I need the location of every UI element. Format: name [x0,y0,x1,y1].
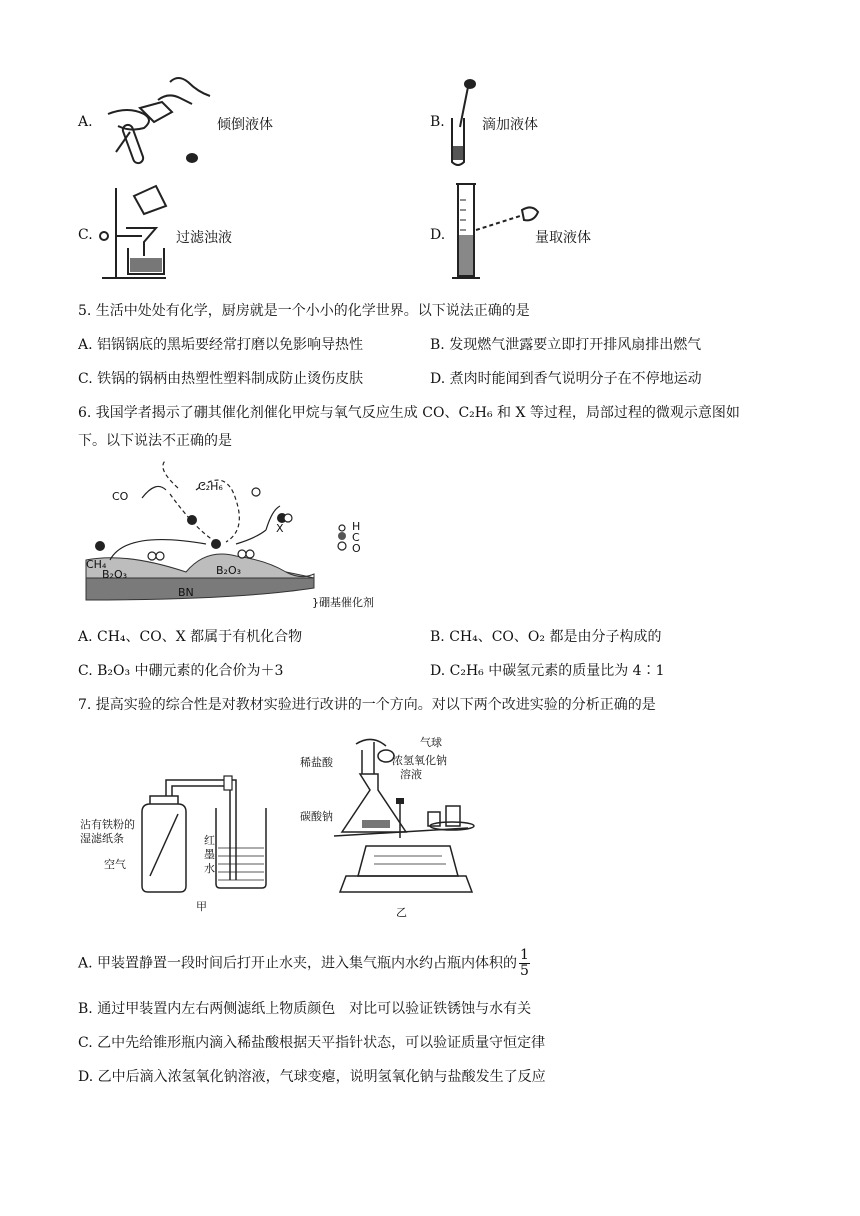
apparatus-jia [80,764,280,912]
diagram-label-c2h6: C₂H₆ [198,480,223,493]
diagram-label-co: CO [112,490,129,503]
q5-option-b: B. 发现燃气泄露要立即打开排风扇排出燃气 [430,337,702,353]
label-iron-paper-line2: 湿滤纸条 [80,832,124,845]
legend-h: H [352,520,361,533]
diagram-label-bn: BN [178,586,194,599]
catalysis-diagram [86,460,386,612]
label-red-ink: 红墨水 [204,834,215,875]
q4-option-b-text: 滴加液体 [482,117,538,133]
label-air: 空气 [104,858,126,871]
legend-c: C [352,531,360,544]
label-na2co3: 碳酸钠 [300,810,333,823]
q4-option-a-letter: A. [78,114,93,130]
q6-option-b: B. CH₄、CO、O₂ 都是由分子构成的 [430,629,662,645]
q4-option-c-letter: C. [78,227,93,243]
q6-option-a: A. CH₄、CO、X 都属于有机化合物 [78,629,303,645]
filtration-illustration [96,178,178,282]
q4-option-d-text: 量取液体 [535,230,591,246]
label-naoh-line1: 浓氢氧化钠 [392,754,447,767]
q5-stem: 5. 生活中处处有化学，厨房就是一个小小的化学世界。以下说法正确的是 [78,303,530,319]
q4-option-a-text: 倾倒液体 [217,117,273,133]
apparatus-yi [300,730,490,920]
q6-option-c: C. B₂O₃ 中硼元素的化合价为＋3 [78,663,284,679]
q7-option-d: D. 乙中后滴入浓氢氧化钠溶液，气球变瘪，说明氢氧化钠与盐酸发生了反应 [78,1069,546,1085]
label-dilute-hcl: 稀盐酸 [300,756,333,769]
pouring-liquid-illustration [100,72,220,172]
q4-option-d-letter: D. [430,227,446,243]
fraction-denominator: 5 [520,963,529,979]
q5-option-a: A. 铝锅锅底的黑垢要经常打磨以免影响导热性 [78,337,364,353]
measuring-cylinder-illustration [452,180,542,284]
q6-stem-line2: 下。以下说法不正确的是 [78,433,232,449]
label-jia: 甲 [196,900,207,913]
label-yi: 乙 [396,906,407,919]
diagram-label-ch4: CH₄ [86,558,107,571]
fraction-numerator: 1 [520,947,529,963]
q6-option-d: D. C₂H₆ 中碳氢元素的质量比为 4∶1 [430,663,665,679]
q6-stem-line1: 6. 我国学者揭示了硼其催化剂催化甲烷与氧气反应生成 CO、C₂H₆ 和 X 等过程，局部过程的微观示意图如 [78,405,740,421]
label-iron-paper-line1: 沾有铁粉的 [80,818,135,831]
label-naoh-line2: 溶液 [400,768,422,781]
q5-option-d: D. 煮肉时能闻到香气说明分子在不停地运动 [430,371,702,387]
label-balloon: 气球 [420,736,442,749]
q7-option-c: C. 乙中先给锥形瓶内滴入稀盐酸根据天平指针状态，可以验证质量守恒定律 [78,1035,546,1051]
dropping-liquid-illustration [448,78,478,170]
q7-option-a-text: A. 甲装置静置一段时间后打开止水夹，进入集气瓶内水约占瓶内体积的 [78,955,518,972]
diagram-label-catalyst: }硼基催化剂 [312,596,374,609]
q5-option-c: C. 铁锅的锅柄由热塑性塑料制成防止烫伤皮肤 [78,371,364,387]
q7-stem: 7. 提高实验的综合性是对教材实验进行改讲的一个方向。对以下两个改进实验的分析正确的是 [78,697,656,713]
q4-option-b-letter: B. [430,114,445,130]
q7-option-b: B. 通过甲装置内左右两侧滤纸上物质颜色 对比可以验证铁锈蚀与水有关 [78,1001,532,1017]
diagram-label-x: X [276,522,284,535]
q7-option-a [78,948,530,979]
fraction-one-fifth [519,948,530,979]
diagram-label-b2o3-left: B₂O₃ [102,568,128,581]
legend-o: O [352,542,361,555]
diagram-label-b2o3-right: B₂O₃ [216,564,242,577]
q4-option-c-text: 过滤浊液 [176,230,232,246]
